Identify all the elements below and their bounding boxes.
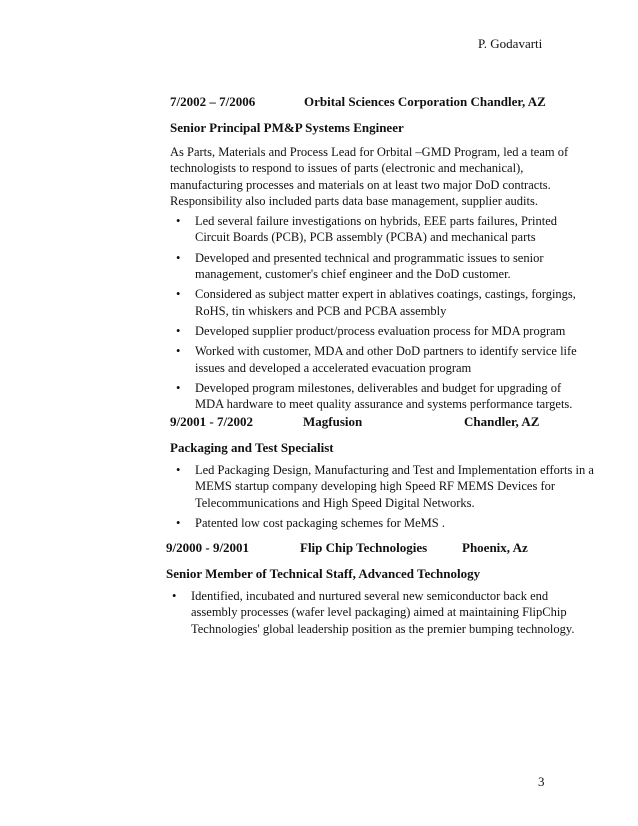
job-heading — [170, 414, 595, 432]
list-item: • Led several failure investigations on hybrids, EEE parts failures, Printed Circuit Boards (PCB), PCB assembly (PCBA) and mechanical parts — [176, 214, 558, 245]
job-location: Phoenix, Az — [462, 540, 528, 555]
page-number: 3 — [538, 774, 545, 789]
job-section-magfusion — [170, 414, 595, 531]
list-item: • Led Packaging Design, Manufacturing and Test and Implementation efforts in a MEMS startup company developing high Speed RF MEMS Devices for Telecommunications and High Speed Digital Networks. — [176, 463, 594, 510]
list-item: • Considered as subject matter expert in ablatives coatings, castings, forgings, RoHS, tin whiskers and PCB and PCBA assembly — [176, 287, 576, 318]
list-item: • Developed supplier product/process evaluation process for MDA program — [176, 323, 566, 338]
bullet-icon: • — [172, 589, 177, 603]
list-item: • Worked with customer, MDA and other DoD partners to identify service life issues and developed a accelerated evacuation program — [176, 344, 577, 375]
list-item: • Developed and presented technical and programmatic issues to senior management, customer's chief engineer and the DoD customer. — [176, 250, 544, 282]
job-company: Orbital Sciences Corporation Chandler, AZ — [304, 94, 546, 109]
job-summary: As Parts, Materials and Process Lead for Orbital –GMD Program, led a team of technologists to respond to issues of parts (electronic and mechanical), manufacturing processes and materials on at least two major DoD contracts. Responsibility also included parts data base management, supplier audits. — [170, 145, 569, 208]
job-bullets — [170, 213, 585, 412]
bullet-icon: • — [176, 250, 181, 265]
job-company: Flip Chip Technologies — [300, 540, 428, 555]
job-title: Packaging and Test Specialist — [170, 440, 334, 455]
job-heading — [166, 540, 586, 558]
job-dates: 9/2000 - 9/2001 — [166, 540, 250, 555]
list-item: • Developed program milestones, deliverables and budget for upgrading of MDA hardware to meet quality assurance and systems performance targets. — [176, 380, 573, 412]
job-section-orbital — [170, 94, 585, 412]
job-section-flipchip — [166, 540, 586, 637]
job-dates: 7/2002 – 7/2006 — [170, 94, 256, 109]
bullet-icon: • — [176, 287, 181, 302]
job-bullets — [166, 588, 581, 637]
job-location: Chandler, AZ — [464, 414, 540, 429]
bullet-icon: • — [176, 323, 181, 338]
list-item: • Patented low cost packaging schemes for MeMS . — [176, 515, 445, 530]
job-bullets — [170, 462, 595, 531]
bullet-icon: • — [176, 380, 181, 395]
bullet-icon: • — [176, 515, 181, 530]
bullet-icon: • — [176, 344, 181, 359]
header-author: P. Godavarti — [478, 36, 543, 51]
bullet-icon: • — [176, 463, 181, 477]
bullet-icon: • — [176, 214, 181, 229]
job-company: Magfusion — [303, 414, 363, 429]
job-dates: 9/2001 - 7/2002 — [170, 414, 254, 429]
job-title: Senior Principal PM&P Systems Engineer — [170, 120, 404, 135]
list-item: • Identified, incubated and nurtured several new semiconductor back end assembly processes (wafer level packaging) aimed at maintaining FlipChip Technologies' global leadership position as the premier bumping technology. — [172, 589, 575, 636]
job-title: Senior Member of Technical Staff, Advanced Technology — [166, 566, 481, 581]
job-heading — [170, 94, 585, 112]
